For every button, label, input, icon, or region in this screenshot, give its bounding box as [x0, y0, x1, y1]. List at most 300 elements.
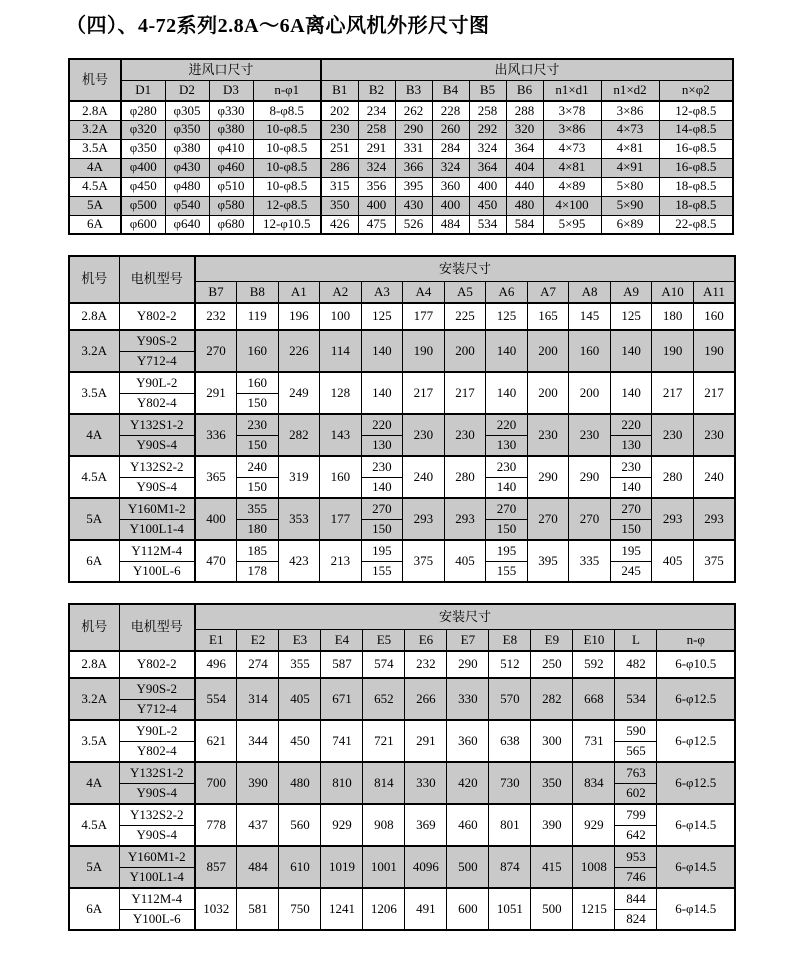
cell: 293	[444, 498, 486, 540]
col-header: E8	[489, 629, 531, 651]
cell: 405	[652, 540, 694, 582]
cell: 366	[395, 158, 432, 177]
cell: 526	[395, 215, 432, 234]
cell: 200	[527, 330, 569, 372]
col-header: E9	[531, 629, 573, 651]
cell: 638	[489, 720, 531, 762]
cell: 196	[278, 303, 320, 330]
cell: 160	[569, 330, 611, 372]
cell: 140	[486, 330, 528, 372]
cell: 335	[569, 540, 611, 582]
cell: φ430	[165, 158, 209, 177]
col-header: A9	[610, 281, 652, 303]
cell: 155	[361, 561, 403, 582]
cell: 700	[195, 762, 237, 804]
cell: 6-φ14.5	[657, 888, 735, 930]
cell: 6-φ12.5	[657, 762, 735, 804]
cell: 230	[527, 414, 569, 456]
cell: 18-φ8.5	[659, 177, 733, 196]
header-install-size: 安装尺寸	[195, 256, 735, 281]
col-header: D1	[121, 80, 165, 101]
cell: 140	[361, 330, 403, 372]
cell: 140	[610, 330, 652, 372]
cell: 291	[195, 372, 237, 414]
col-header: B8	[237, 281, 279, 303]
col-header: L	[615, 629, 657, 651]
col-header: E3	[279, 629, 321, 651]
cell: 602	[615, 783, 657, 804]
cell: 190	[652, 330, 694, 372]
cell: 228	[432, 101, 469, 120]
cell: 4×81	[601, 139, 659, 158]
cell: 908	[363, 804, 405, 846]
cell: 834	[573, 762, 615, 804]
cell: 6-φ14.5	[657, 846, 735, 888]
cell: 4×89	[543, 177, 601, 196]
mounting-dimensions-table-a	[68, 255, 736, 583]
cell: 213	[320, 540, 362, 582]
row-label: 4A	[69, 762, 119, 804]
row-label: 2.8A	[69, 651, 119, 678]
row-label: 5A	[69, 196, 121, 215]
cell: 185	[237, 540, 279, 561]
cell: 292	[469, 120, 506, 139]
cell: 100	[320, 303, 362, 330]
motor-label: Y90S-2	[119, 678, 195, 699]
cell: 824	[615, 909, 657, 930]
motor-label: Y100L-6	[119, 561, 195, 582]
row-label: 4.5A	[69, 804, 119, 846]
cell: 953	[615, 846, 657, 867]
cell: 300	[531, 720, 573, 762]
cell: 160	[237, 372, 279, 393]
cell: 1008	[573, 846, 615, 888]
cell: 282	[278, 414, 320, 456]
cell: 799	[615, 804, 657, 825]
cell: 356	[358, 177, 395, 196]
cell: 5×80	[601, 177, 659, 196]
cell: 150	[610, 519, 652, 540]
cell: 145	[569, 303, 611, 330]
cell: 286	[321, 158, 358, 177]
cell: φ480	[165, 177, 209, 196]
cell: 160	[320, 456, 362, 498]
cell: 355	[279, 651, 321, 678]
cell: 230	[403, 414, 445, 456]
cell: 1215	[573, 888, 615, 930]
cell: 369	[405, 804, 447, 846]
cell: 140	[486, 477, 528, 498]
cell: 165	[527, 303, 569, 330]
col-header: B1	[321, 80, 358, 101]
row-label: 4.5A	[69, 456, 119, 498]
motor-label: Y132S2-2	[119, 456, 195, 477]
cell: 140	[610, 372, 652, 414]
cell: 814	[363, 762, 405, 804]
row-label: 3.5A	[69, 139, 121, 158]
cell: 293	[403, 498, 445, 540]
cell: 225	[444, 303, 486, 330]
cell: 195	[610, 540, 652, 561]
cell: 315	[321, 177, 358, 196]
motor-label: Y112M-4	[119, 540, 195, 561]
cell: 330	[405, 762, 447, 804]
cell: 584	[506, 215, 543, 234]
cell: φ540	[165, 196, 209, 215]
row-label: 6A	[69, 215, 121, 234]
header-motor-model: 电机型号	[119, 604, 195, 651]
cell: 491	[405, 888, 447, 930]
cell: φ410	[209, 139, 253, 158]
cell: 245	[610, 561, 652, 582]
cell: 4×81	[543, 158, 601, 177]
cell: 390	[531, 804, 573, 846]
cell: 150	[237, 393, 279, 414]
cell: 230	[569, 414, 611, 456]
cell: 3×86	[543, 120, 601, 139]
header-machine-no: 机号	[69, 59, 121, 101]
cell: φ600	[121, 215, 165, 234]
cell: 560	[279, 804, 321, 846]
cell: 291	[405, 720, 447, 762]
cell: 324	[358, 158, 395, 177]
row-label: 4A	[69, 158, 121, 177]
cell: 336	[195, 414, 237, 456]
motor-label: Y90S-4	[119, 825, 195, 846]
row-label: 3.5A	[69, 372, 119, 414]
cell: 217	[652, 372, 694, 414]
motor-label: Y712-4	[119, 699, 195, 720]
cell: 482	[615, 651, 657, 678]
cell: 741	[321, 720, 363, 762]
cell: 400	[432, 196, 469, 215]
cell: 554	[195, 678, 237, 720]
cell: 240	[693, 456, 735, 498]
cell: 114	[320, 330, 362, 372]
cell: 750	[279, 888, 321, 930]
cell: 230	[321, 120, 358, 139]
motor-label: Y100L-6	[119, 909, 195, 930]
cell: 190	[403, 330, 445, 372]
cell: 6-φ12.5	[657, 678, 735, 720]
cell: 16-φ8.5	[659, 158, 733, 177]
cell: 280	[444, 456, 486, 498]
col-header: D2	[165, 80, 209, 101]
cell: 570	[489, 678, 531, 720]
cell: 721	[363, 720, 405, 762]
row-label: 5A	[69, 498, 119, 540]
cell: 746	[615, 867, 657, 888]
motor-label: Y90S-4	[119, 435, 195, 456]
cell: 500	[531, 888, 573, 930]
cell: 574	[363, 651, 405, 678]
col-header: B2	[358, 80, 395, 101]
cell: 3×78	[543, 101, 601, 120]
cell: φ280	[121, 101, 165, 120]
cell: 12-φ8.5	[253, 196, 321, 215]
cell: 288	[506, 101, 543, 120]
cell: 610	[279, 846, 321, 888]
col-header: A2	[320, 281, 362, 303]
cell: 400	[358, 196, 395, 215]
header-inlet-size: 进风口尺寸	[121, 59, 321, 80]
col-header: E6	[405, 629, 447, 651]
cell: 929	[321, 804, 363, 846]
cell: 240	[403, 456, 445, 498]
cell: φ510	[209, 177, 253, 196]
motor-label: Y90L-2	[119, 720, 195, 741]
mounting-dimensions-table-e	[68, 603, 736, 931]
cell: 581	[237, 888, 279, 930]
cell: 590	[615, 720, 657, 741]
col-header: E10	[573, 629, 615, 651]
cell: 220	[486, 414, 528, 435]
cell: 293	[652, 498, 694, 540]
cell: φ400	[121, 158, 165, 177]
cell: 355	[237, 498, 279, 519]
cell: 400	[195, 498, 237, 540]
cell: φ305	[165, 101, 209, 120]
row-label: 5A	[69, 846, 119, 888]
cell: 258	[469, 101, 506, 120]
header-install-size: 安装尺寸	[195, 604, 735, 629]
cell: 6-φ12.5	[657, 720, 735, 762]
cell: 500	[447, 846, 489, 888]
cell: 405	[444, 540, 486, 582]
cell: 12-φ10.5	[253, 215, 321, 234]
cell: 1051	[489, 888, 531, 930]
motor-label: Y132S2-2	[119, 804, 195, 825]
cell: 150	[486, 519, 528, 540]
motor-label: Y100L1-4	[119, 519, 195, 540]
cell: 249	[278, 372, 320, 414]
cell: 437	[237, 804, 279, 846]
cell: 480	[506, 196, 543, 215]
cell: 400	[469, 177, 506, 196]
cell: 484	[237, 846, 279, 888]
col-header: E2	[237, 629, 279, 651]
col-header: n1×d1	[543, 80, 601, 101]
cell: 430	[395, 196, 432, 215]
cell: 450	[469, 196, 506, 215]
cell: 195	[486, 540, 528, 561]
cell: 423	[278, 540, 320, 582]
cell: 440	[506, 177, 543, 196]
cell: 180	[652, 303, 694, 330]
cell: 1032	[195, 888, 237, 930]
cell: 155	[486, 561, 528, 582]
row-label: 2.8A	[69, 101, 121, 120]
cell: 270	[569, 498, 611, 540]
col-header: A7	[527, 281, 569, 303]
cell: 857	[195, 846, 237, 888]
motor-label: Y160M1-2	[119, 846, 195, 867]
cell: 200	[444, 330, 486, 372]
header-motor-model: 电机型号	[119, 256, 195, 303]
cell: 291	[358, 139, 395, 158]
cell: 177	[403, 303, 445, 330]
cell: 202	[321, 101, 358, 120]
cell: 140	[486, 372, 528, 414]
cell: 178	[237, 561, 279, 582]
motor-label: Y712-4	[119, 351, 195, 372]
cell: 480	[279, 762, 321, 804]
cell: 319	[278, 456, 320, 498]
cell: 280	[652, 456, 694, 498]
cell: 125	[361, 303, 403, 330]
cell: 232	[195, 303, 237, 330]
cell: 230	[652, 414, 694, 456]
row-label: 4A	[69, 414, 119, 456]
motor-label: Y132S1-2	[119, 414, 195, 435]
cell: 130	[361, 435, 403, 456]
motor-label: Y160M1-2	[119, 498, 195, 519]
cell: 844	[615, 888, 657, 909]
cell: 375	[693, 540, 735, 582]
row-label: 6A	[69, 540, 119, 582]
cell: 190	[693, 330, 735, 372]
cell: 642	[615, 825, 657, 846]
cell: 5×95	[543, 215, 601, 234]
cell: 8-φ8.5	[253, 101, 321, 120]
cell: 621	[195, 720, 237, 762]
cell: φ330	[209, 101, 253, 120]
row-label: 2.8A	[69, 303, 119, 330]
cell: 360	[432, 177, 469, 196]
cell: 290	[569, 456, 611, 498]
cell: 324	[432, 158, 469, 177]
cell: 365	[195, 456, 237, 498]
cell: 415	[531, 846, 573, 888]
col-header: n-φ1	[253, 80, 321, 101]
col-header: E1	[195, 629, 237, 651]
cell: 143	[320, 414, 362, 456]
col-header: D3	[209, 80, 253, 101]
motor-label: Y802-2	[119, 651, 195, 678]
cell: 6-φ10.5	[657, 651, 735, 678]
motor-label: Y90S-4	[119, 783, 195, 804]
cell: 652	[363, 678, 405, 720]
cell: 293	[693, 498, 735, 540]
cell: φ380	[165, 139, 209, 158]
col-header: n×φ2	[659, 80, 733, 101]
cell: 460	[447, 804, 489, 846]
cell: 730	[489, 762, 531, 804]
cell: φ460	[209, 158, 253, 177]
cell: 220	[610, 414, 652, 435]
header-machine-no: 机号	[69, 256, 119, 303]
cell: 240	[237, 456, 279, 477]
cell: 10-φ8.5	[253, 177, 321, 196]
cell: 180	[237, 519, 279, 540]
cell: 331	[395, 139, 432, 158]
row-label: 3.2A	[69, 120, 121, 139]
cell: 874	[489, 846, 531, 888]
cell: 270	[195, 330, 237, 372]
header-machine-no: 机号	[69, 604, 119, 651]
col-header: B6	[506, 80, 543, 101]
cell: 4×100	[543, 196, 601, 215]
cell: 5×90	[601, 196, 659, 215]
cell: 496	[195, 651, 237, 678]
cell: 160	[237, 330, 279, 372]
cell: 274	[237, 651, 279, 678]
cell: 10-φ8.5	[253, 139, 321, 158]
cell: 14-φ8.5	[659, 120, 733, 139]
cell: 344	[237, 720, 279, 762]
cell: 390	[237, 762, 279, 804]
cell: 671	[321, 678, 363, 720]
cell: 270	[527, 498, 569, 540]
col-header: n-φ	[657, 629, 735, 651]
cell: 266	[405, 678, 447, 720]
cell: 230	[237, 414, 279, 435]
cell: 16-φ8.5	[659, 139, 733, 158]
cell: 150	[237, 477, 279, 498]
cell: 251	[321, 139, 358, 158]
cell: 130	[610, 435, 652, 456]
cell: 226	[278, 330, 320, 372]
cell: 140	[610, 477, 652, 498]
cell: 217	[403, 372, 445, 414]
cell: 270	[361, 498, 403, 519]
cell: 230	[693, 414, 735, 456]
cell: 125	[486, 303, 528, 330]
row-label: 6A	[69, 888, 119, 930]
motor-label: Y90L-2	[119, 372, 195, 393]
cell: 314	[237, 678, 279, 720]
page-title: （四）、4-72系列2.8A～6A离心风机外形尺寸图	[66, 15, 490, 37]
cell: 592	[573, 651, 615, 678]
cell: 262	[395, 101, 432, 120]
cell: 600	[447, 888, 489, 930]
cell: 128	[320, 372, 362, 414]
cell: 1019	[321, 846, 363, 888]
cell: 426	[321, 215, 358, 234]
motor-label: Y100L1-4	[119, 867, 195, 888]
cell: 1206	[363, 888, 405, 930]
cell: 364	[469, 158, 506, 177]
cell: 6×89	[601, 215, 659, 234]
inlet-outlet-dimensions-table	[68, 58, 734, 235]
cell: 324	[469, 139, 506, 158]
cell: 150	[361, 519, 403, 540]
col-header: B3	[395, 80, 432, 101]
cell: 350	[321, 196, 358, 215]
cell: 534	[615, 678, 657, 720]
cell: 929	[573, 804, 615, 846]
motor-label: Y802-4	[119, 741, 195, 762]
row-label: 3.5A	[69, 720, 119, 762]
cell: 234	[358, 101, 395, 120]
cell: 4096	[405, 846, 447, 888]
cell: 258	[358, 120, 395, 139]
cell: 10-φ8.5	[253, 120, 321, 139]
col-header: A10	[652, 281, 694, 303]
cell: 200	[569, 372, 611, 414]
cell: 232	[405, 651, 447, 678]
cell: 4×73	[543, 139, 601, 158]
cell: 230	[486, 456, 528, 477]
cell: 282	[531, 678, 573, 720]
cell: 350	[531, 762, 573, 804]
col-header: B5	[469, 80, 506, 101]
cell: 405	[279, 678, 321, 720]
cell: φ680	[209, 215, 253, 234]
cell: 177	[320, 498, 362, 540]
cell: 140	[361, 477, 403, 498]
cell: 3×86	[601, 101, 659, 120]
